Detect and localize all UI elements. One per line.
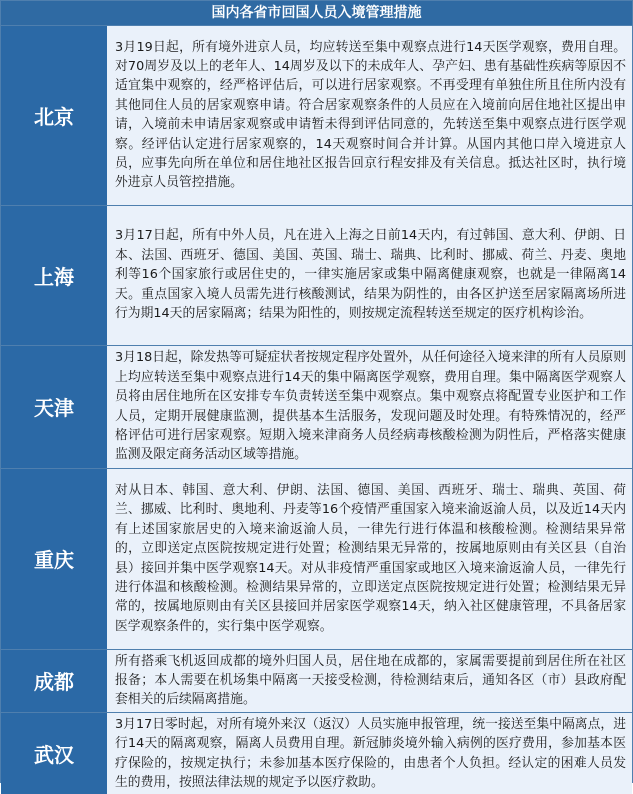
- measure-text: 3月17日零时起，对所有境外来汉（返汉）人员实施申报管理，统一接送至集中隔离点，进行14天的隔离观察，隔离人员费用自理。新冠肺炎境外输入病例的医疗费用，参加基本医疗保险的，按规定执行；未参加基本医疗保险的，由患者个人负担。经认定的困难人员发生的费用，按照法律法规的规定予以医疗救助。: [107, 712, 632, 794]
- row-chongqing: [1, 468, 632, 649]
- measure-text: 对从日本、韩国、意大利、伊朗、法国、德国、美国、西班牙、瑞士、瑞典、英国、荷兰、挪威、比利时、奥地利、丹麦等16个疫情严重国家入境来渝返渝人员，以及近14天内有上述国家旅居史的入境来渝返渝人员，一律先行进行体温和核酸检测。检测结果异常的，立即送定点医院按规定进行处置；检测结果无异常的，按属地原则由有关区县（自治县）接回并集中医学观察14天。对从非疫情严重国家或地区入境来渝返渝人员，一律先行进行体温和核酸检测。检测结果异常的，立即送定点医院按规定进行处置；检测结果无异常的，按属地原则由有关区县接回并居家医学观察14天，纳入社区健康管理，不具备居家医学观察条件的，实行集中医学观察。: [107, 468, 632, 649]
- city-cell: 重庆: [1, 468, 107, 649]
- city-cell: 武汉: [1, 712, 107, 794]
- row-beijing: [1, 26, 632, 205]
- measure-text: 所有搭乘飞机返回成都的境外归国人员，居住地在成都的，家属需要提前到居住所在社区报备；本人需要在机场集中隔离一天接受检测，待检测结束后，通知各区（市）县政府配套相关的后续隔离措施。: [107, 649, 632, 712]
- measure-text: 3月18日起，除发热等可疑症状者按规定程序处置外，从任何途径入境来津的所有人员原则上均应转送至集中观察点进行14天的集中隔离医学观察，费用自理。集中隔离医学观察人员将由居住地所在区安排专车负责转送至集中观察点。集中观察点将配置专业医护和工作人员，定期开展健康监测，提供基本生活服务，发现问题及时处理。有特殊情况的，经严格评估可进行居家观察。短期入境来津商务人员经病毒核酸检测为阴性后，严格落实健康监测及限定商务活动区域等措施。: [107, 345, 632, 468]
- measures-grid: [1, 26, 632, 794]
- row-tianjin: [1, 345, 632, 468]
- city-cell: 北京: [1, 26, 107, 205]
- city-cell: 上海: [1, 205, 107, 345]
- measure-text: 3月19日起，所有境外进京人员，均应转送至集中观察点进行14天医学观察，费用自理。对70周岁及以上的老年人、14周岁及以下的未成年人、孕产妇、患有基础性疾病等原因不适宜集中观察的，经严格评估后，可以进行居家观察。不再受理有单独住所且住所内没有其他同住人员的居家观察申请。符合居家观察条件的人员应在入境前向居住地社区提出申请，入境前未申请居家观察或申请暂未得到评估同意的，先转送至集中观察点进行医学观察。经评估认定进行居家观察的，14天观察时间合并计算。从国内其他口岸入境进京人员，应事先向所在单位和居住地社区报告回京行程安排及有关信息。抵达社区时，执行境外进京人员管控措施。: [107, 26, 632, 205]
- table-title: 国内各省市回国人员入境管理措施: [1, 1, 632, 26]
- row-wuhan: [1, 712, 632, 794]
- measure-text: 3月17日起，所有中外人员，凡在进入上海之日前14天内，有过韩国、意大利、伊朗、日本、法国、西班牙、德国、美国、英国、瑞士、瑞典、比利时、挪威、荷兰、丹麦、奥地利等16个国家旅行或居住史的，一律实施居家或集中隔离健康观察，也就是一律隔离14天。重点国家入境人员需先进行核酸测试，结果为阴性的，由各区护送至居家隔离场所进行为期14天的居家隔离；结果为阳性的，则按规定流程转送至规定的医疗机构诊治。: [107, 205, 632, 345]
- city-cell: 天津: [1, 345, 107, 468]
- row-chengdu: [1, 649, 632, 712]
- row-shanghai: [1, 205, 632, 345]
- city-cell: 成都: [1, 649, 107, 712]
